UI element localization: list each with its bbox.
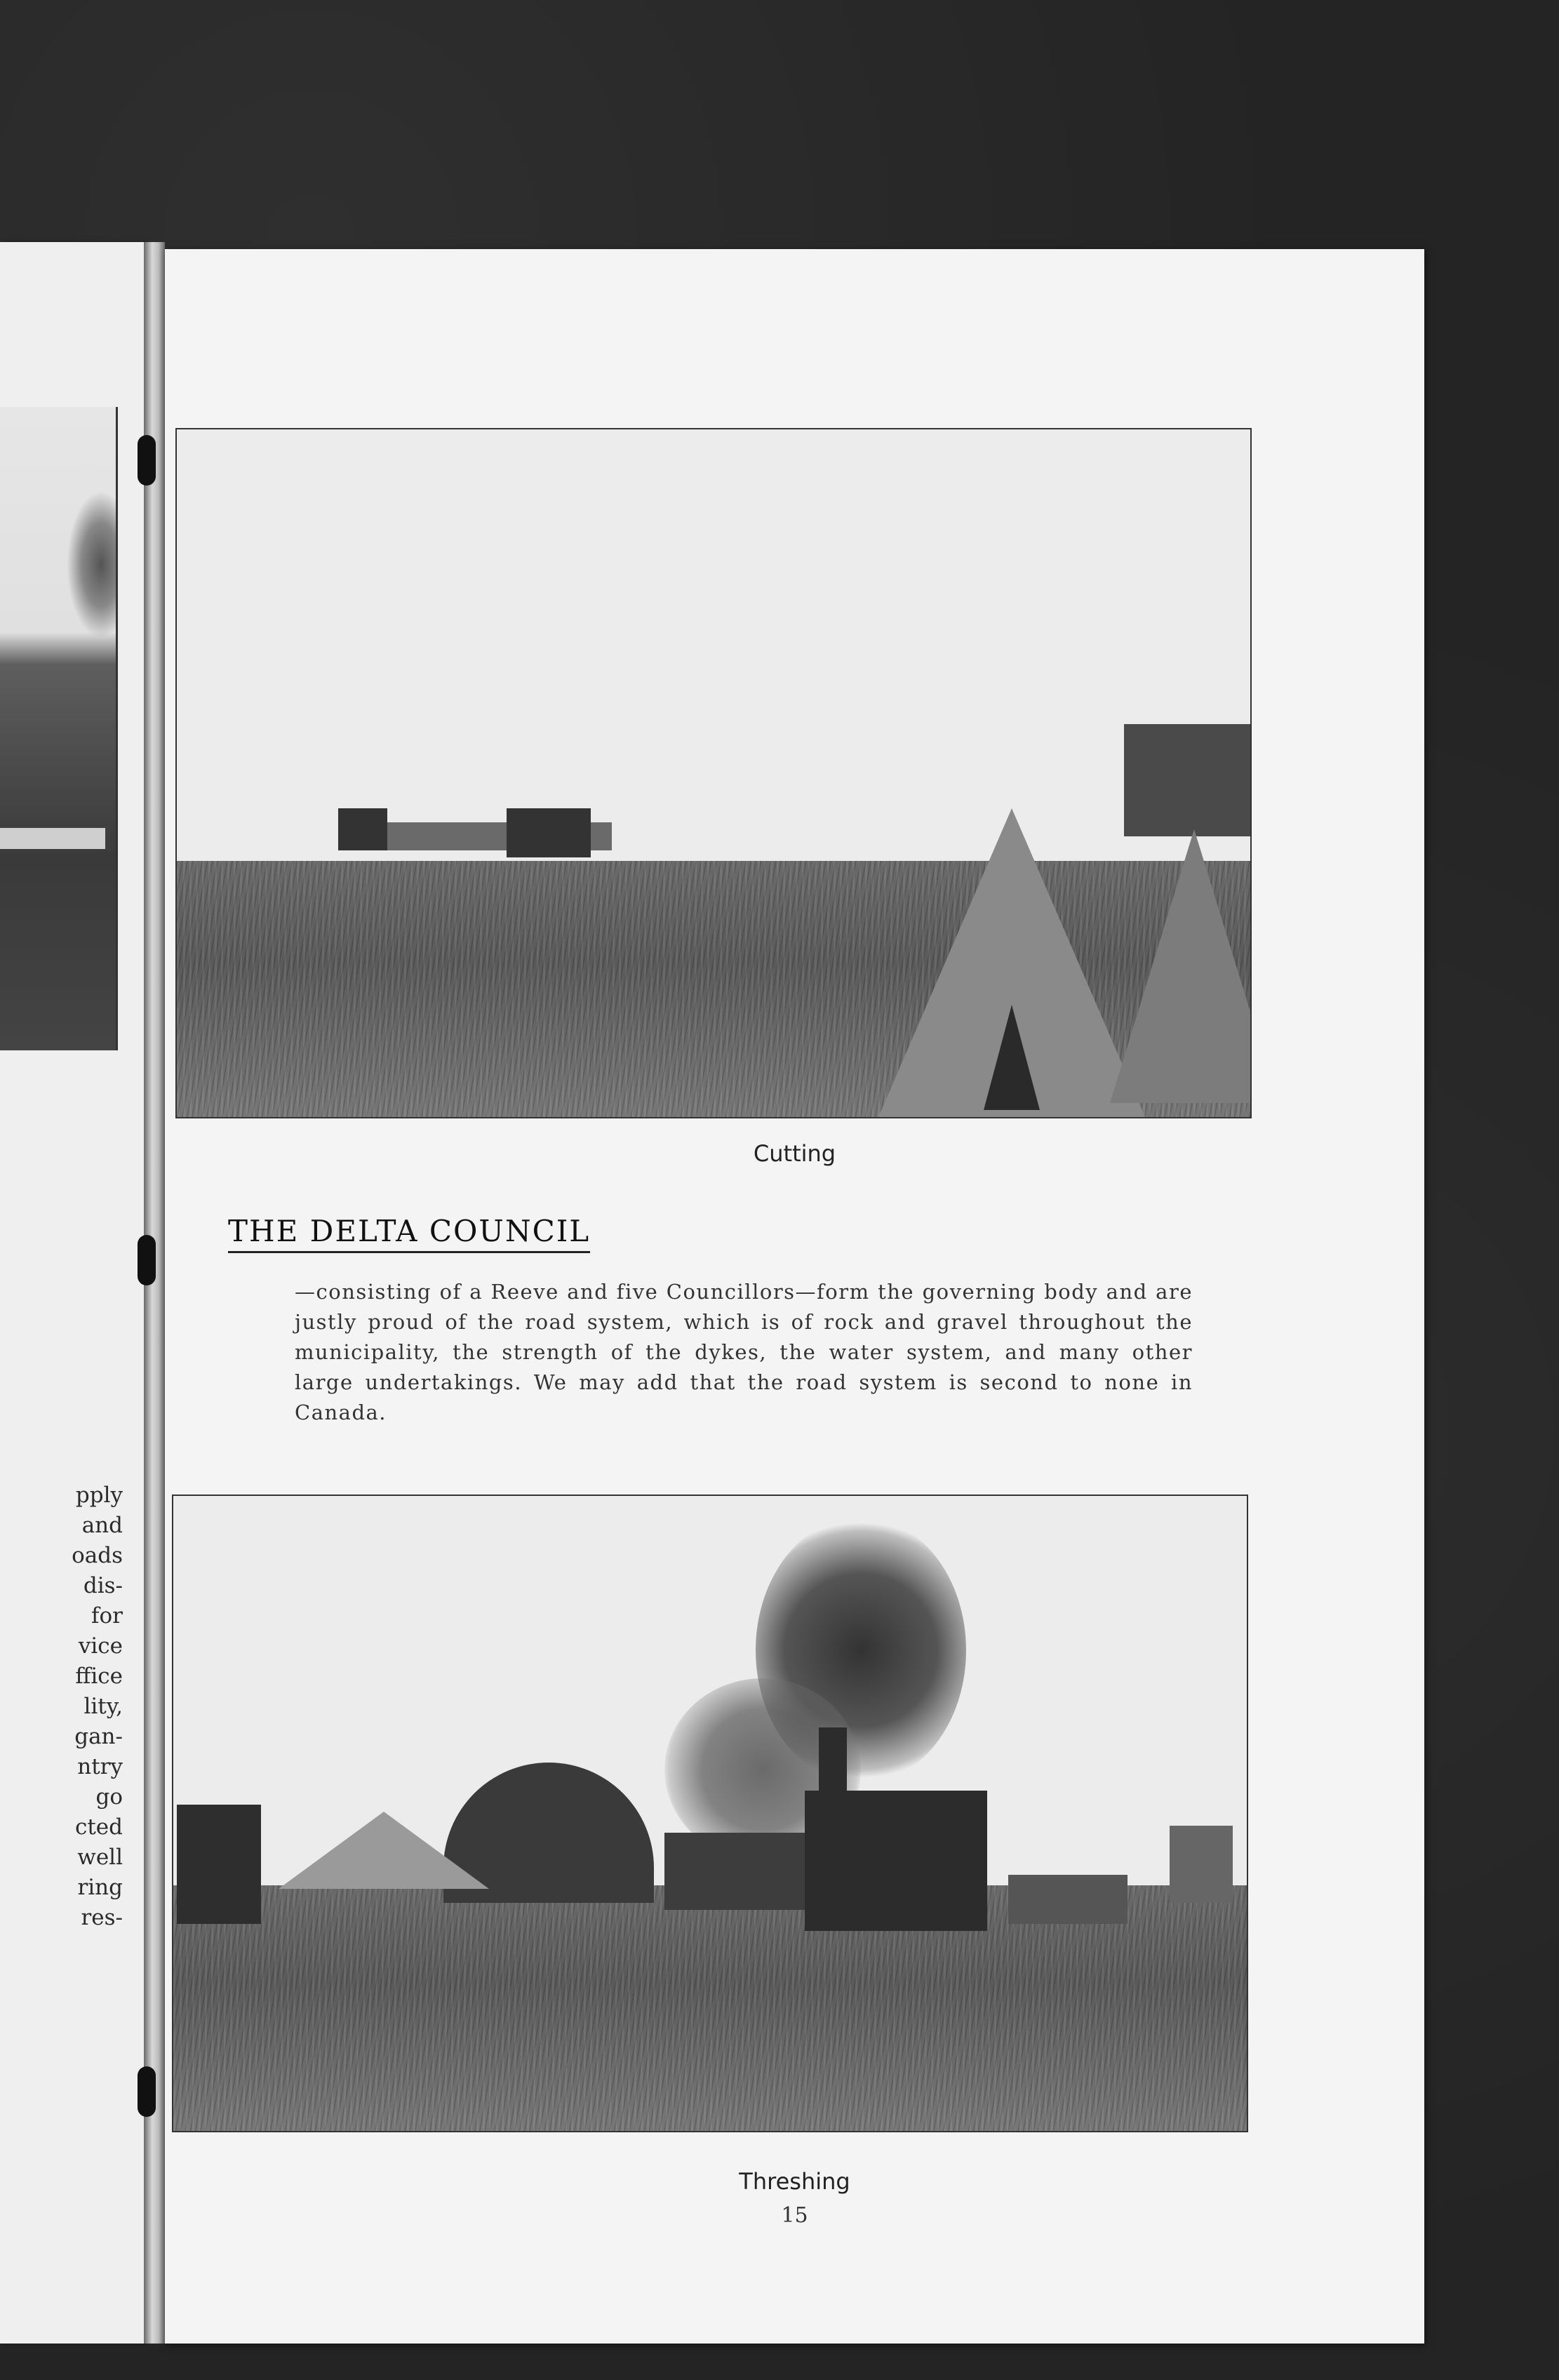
left-text-line: gan-: [74, 1724, 123, 1749]
right-page: [165, 249, 1424, 2344]
debris-pile: [1008, 1875, 1128, 1924]
section-body: —consisting of a Reeve and five Councillors—form the governing body and are justly proud of the road system, which is of rock and gravel throughout the municipality, the strength of the dykes, the water system, and many other large undertakings. We may add that the road system is second to none in Canada.: [295, 1280, 1193, 1424]
wagon-frame: [1170, 1826, 1233, 1903]
left-page-text-column: [53, 1480, 123, 1933]
left-text-line: ring: [77, 1875, 123, 1900]
horse-team: [507, 808, 591, 857]
left-text-line: dis-: [83, 1573, 123, 1598]
book-binding: [144, 242, 165, 2344]
left-text-line: oads: [72, 1543, 123, 1568]
sack-pile: [279, 1812, 489, 1889]
left-text-line: for: [91, 1603, 123, 1629]
left-text-line: lity,: [83, 1694, 123, 1719]
binding-hole: [138, 1235, 156, 1285]
section-heading: THE DELTA COUNCIL: [228, 1214, 590, 1253]
left-text-line: ffice: [75, 1664, 123, 1689]
left-text-line: res-: [81, 1905, 123, 1930]
stook-shadow: [984, 1005, 1040, 1110]
left-text-line: vice: [78, 1633, 123, 1659]
threshing-caption: Threshing: [739, 2168, 850, 2195]
left-text-line: well: [77, 1845, 123, 1870]
threshing-machine: [664, 1833, 805, 1910]
binding-hole: [138, 2066, 156, 2117]
water-strip: [0, 828, 105, 849]
steam-engine: [805, 1791, 987, 1931]
left-text-line: go: [95, 1784, 123, 1810]
horses: [177, 1805, 261, 1924]
binding-hole: [138, 435, 156, 486]
cutting-caption: Cutting: [753, 1140, 836, 1167]
left-page: [0, 242, 144, 2344]
threshing-photo: [172, 1495, 1248, 2132]
tree-silhouette: [67, 491, 116, 639]
cutting-photo: [175, 428, 1252, 1118]
sky: [177, 429, 1250, 864]
left-text-line: pply: [75, 1483, 123, 1508]
left-text-line: cted: [74, 1814, 123, 1840]
left-page-photo: [0, 407, 118, 1050]
page-number: 15: [781, 2203, 808, 2228]
grain-stook: [1110, 829, 1252, 1103]
left-text-line: and: [81, 1513, 123, 1538]
left-text-line: ntry: [77, 1754, 123, 1779]
reaper-machine: [338, 808, 387, 850]
